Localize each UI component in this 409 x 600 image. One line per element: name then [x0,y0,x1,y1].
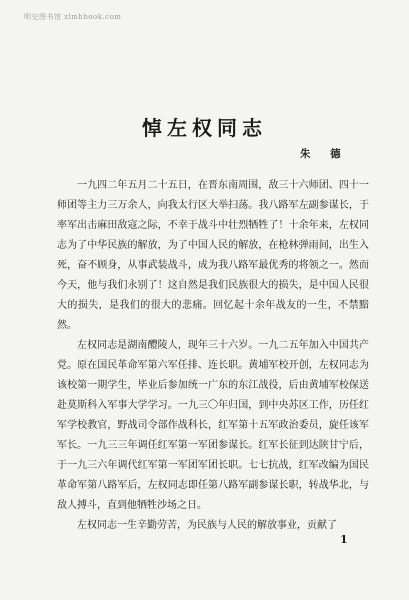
paragraph: 一九四二年五月二十五日，在晋东南周围，敌三十六师团、四十一师团等主力三万余人，向我太行区大举扫荡。我八路军左副参谋长，于率军出击麻田敌寇之际，不幸于战斗中壮烈牺牲了！十余年来，左权同志为了中华民族的解放，为了中国人民的解放，在枪林弹雨间，出生入死，奋不顾身，从事武装战斗，成为我八路军最优秀的将领之一。然而今天，他与我们永别了！这自然是我们民族很大的损失，是中国人民很大的损失，是我们的很大的悲痛。回忆起十余年战友的一生，不禁黯然。 [57,180,369,331]
paragraph: 左权同志一生辛勤劳苦，为民族与人民的解放事业，贡献了 [77,520,337,531]
article-author: 朱 德 [300,148,349,160]
article-body [57,176,369,536]
watermark: 明史图书馆 zlmhbook.com [24,13,122,21]
paragraph: 左权同志是湖南醴陵人，现年三十六岁。一九二五年加入中国共产党。原在国民革命军第六军任排、连长职。黄埔军校开创，左权同志为该校第一期学生，毕业后参加统一广东的东江战役，后由黄埔军校保送赴莫斯科入军事大学学习。一九三〇年归国，到中央苏区工作，历任红军学校教官，野战司令部作战科长，红军第十五军政治委员，旋任该军军长。一九三三年调任红军第一军团参谋长。红军长征到达陕甘宁后，于一九三六年调代红军第一军团军团长职。七七抗战，红军改编为国民革命军第八路军后，左权同志即任第八路军副参谋长职，转战华北，与敌人搏斗，直到他牺牲沙场之日。 [57,340,369,511]
article-title: 悼左权同志 [142,116,267,140]
page-number: 1 [340,533,348,546]
